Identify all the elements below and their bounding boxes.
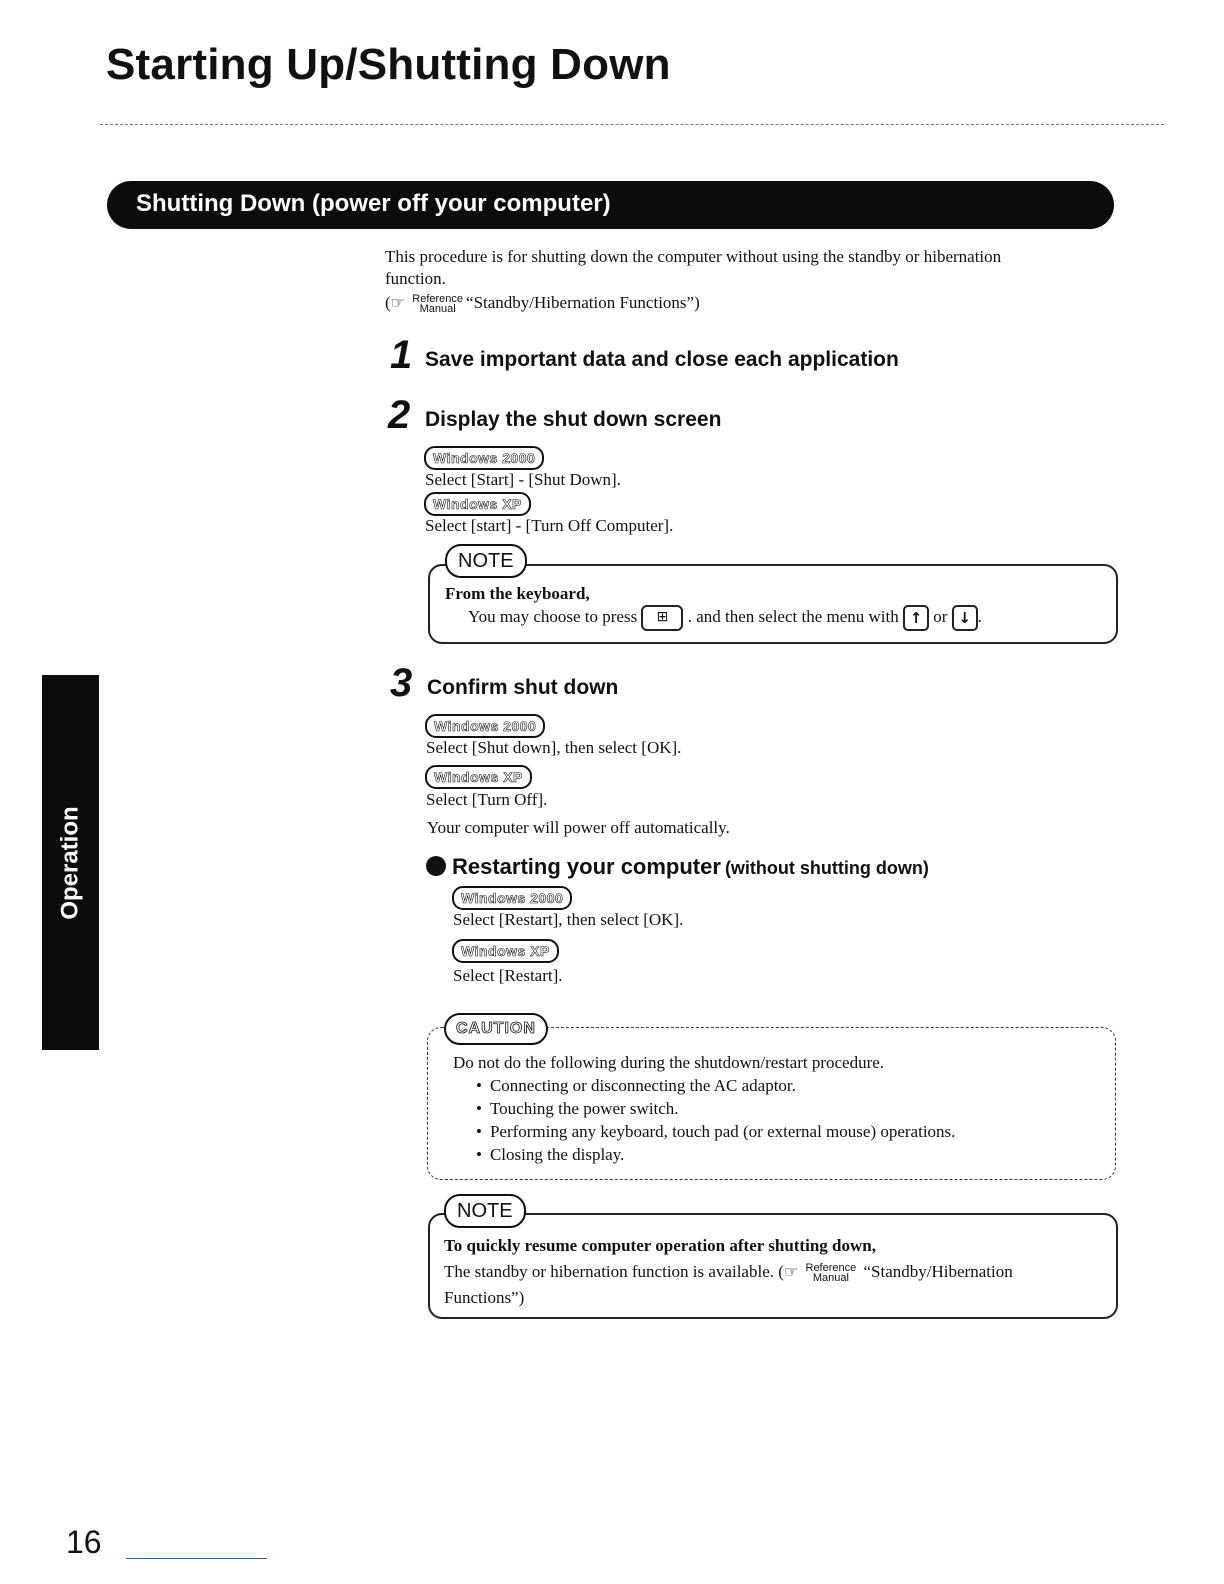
windows-xp-badge <box>452 939 559 963</box>
intro-reference <box>385 292 1125 314</box>
note-label: NOTE <box>444 1194 526 1228</box>
bullet-dot-icon <box>426 856 446 876</box>
restart-winxp-text: Select [Restart]. <box>453 966 563 985</box>
pointing-hand-icon: ☞ <box>783 1262 799 1281</box>
caution-item: • Connecting or disconnecting the AC adaptor. <box>476 1075 955 1097</box>
caution-item: • Performing any keyboard, touch pad (or external mouse) operations. <box>476 1121 955 1143</box>
windows-xp-label: Windows XP <box>452 939 559 963</box>
ref-label-top: Reference <box>412 293 464 306</box>
windows-key-icon: ⊞ <box>641 605 683 631</box>
note-resume-line-2: Functions”) <box>444 1288 525 1307</box>
step-2-title: Display the shut down screen <box>425 408 722 431</box>
ref-text: “Standby/Hibernation Functions”) <box>466 293 700 312</box>
step-3-winxp-text: Select [Turn Off]. <box>426 790 548 809</box>
note-label: NOTE <box>445 544 527 578</box>
title-rule <box>100 124 1164 125</box>
side-tab-label-wrap <box>42 675 99 1050</box>
step-3-number: 3 <box>390 661 413 705</box>
restart-win2000-text: Select [Restart], then select [OK]. <box>453 910 684 929</box>
section-title: Shutting Down (power off your computer) <box>136 190 611 217</box>
windows-xp-badge <box>425 765 532 789</box>
windows-2000-label: Windows 2000 <box>424 446 544 470</box>
step-3-win2000-text: Select [Shut down], then select [OK]. <box>426 738 682 757</box>
windows-2000-badge <box>425 714 545 738</box>
pointing-hand-icon: ☞ <box>390 293 406 312</box>
note-keyboard-heading: From the keyboard, <box>445 584 590 603</box>
step-3-title: Confirm shut down <box>427 676 619 699</box>
step-1-title: Save important data and close each application <box>425 348 899 371</box>
windows-2000-badge <box>424 446 544 470</box>
intro-line-1: This procedure is for shutting down the computer without using the standby or hibernation <box>385 247 1002 266</box>
page-number: 16 <box>66 1524 102 1560</box>
caution-item: • Touching the power switch. <box>476 1098 955 1120</box>
note-text-before: You may choose to press <box>468 606 638 626</box>
caution-list <box>476 1075 955 1166</box>
intro-line-2: function. <box>385 269 446 288</box>
note-end-text: . <box>977 606 982 626</box>
reference-manual-icon <box>412 294 463 314</box>
windows-xp-label: Windows XP <box>424 492 531 516</box>
ref-label-bottom: Manual <box>419 303 456 316</box>
down-arrow-key-icon: ↓ <box>952 605 978 631</box>
intro-paragraph <box>385 246 1125 314</box>
up-arrow-key-icon: ↑ <box>903 605 929 631</box>
restart-title: Restarting your computer <box>452 854 721 879</box>
ref-open: ( <box>385 293 391 312</box>
ref-label-top: Reference <box>805 1262 857 1275</box>
step-2-winxp-text: Select [start] - [Turn Off Computer]. <box>425 516 674 535</box>
note-keyboard-text <box>468 605 1098 631</box>
note-text-middle: . and then select the menu with <box>687 606 899 626</box>
windows-2000-label: Windows 2000 <box>452 886 572 910</box>
note-resume-heading: To quickly resume computer operation after shutting down, <box>444 1236 876 1255</box>
windows-2000-label: Windows 2000 <box>425 714 545 738</box>
side-tab-label: Operation <box>56 805 84 920</box>
reference-manual-icon <box>806 1263 857 1283</box>
note-resume-text <box>444 1261 1112 1283</box>
windows-xp-label: Windows XP <box>425 765 532 789</box>
step-1-number: 1 <box>390 333 413 377</box>
restart-heading <box>426 854 929 880</box>
step-2-number: 2 <box>388 393 411 437</box>
note-or-text: or <box>933 606 948 626</box>
restart-subtitle: (without shutting down) <box>724 858 929 878</box>
step-3-result-text: Your computer will power off automatically. <box>427 818 730 837</box>
page-title: Starting Up/Shutting Down <box>106 40 671 89</box>
step-2-win2000-text: Select [Start] - [Shut Down]. <box>425 470 621 489</box>
windows-2000-badge <box>452 886 572 910</box>
caution-intro: Do not do the following during the shutdown/restart procedure. <box>453 1053 885 1072</box>
note-resume-text-start: The standby or hibernation function is available. ( <box>444 1262 784 1281</box>
ref-label-bottom: Manual <box>812 1272 849 1285</box>
note-resume-ref-text: “Standby/Hibernation <box>863 1262 1013 1281</box>
page-number-rule <box>126 1558 267 1559</box>
caution-item: • Closing the display. <box>476 1144 955 1166</box>
windows-xp-badge <box>424 492 531 516</box>
caution-label: CAUTION <box>444 1013 548 1045</box>
